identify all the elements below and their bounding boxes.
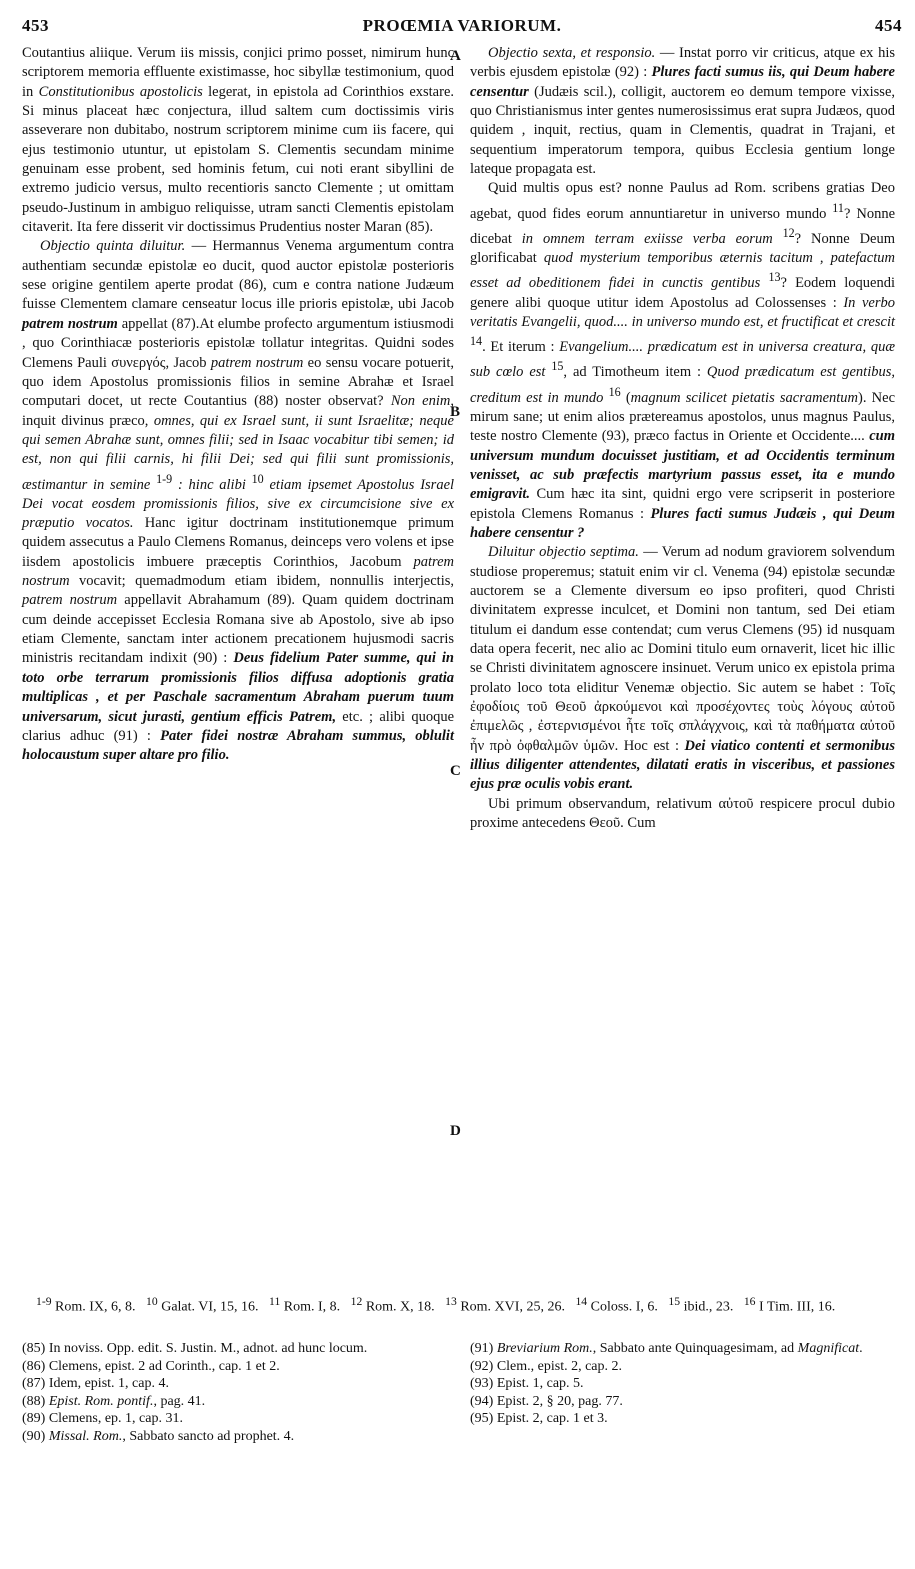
paragraph: Coutantius aliique. Verum iis missis, conjici primo posset, nimirum hunc scriptorem memoria effluente existimasse, hoc sibyllæ testimonium, quod in Constitutionibus apostolicis legerat, in epistola ad Corinthios exstare. Si minus placeat hæc conjectura, illud saltem cum doctissimis viris asseverare non dubitabo, nostrum scriptorem minime cum iis facere, qui ejus testimonio utuntur, ut epistolam S. Clementis secundam minime genuinam esse probent, sed hominis fetum, cui noti erant sibyllini de extremo judicio versus, multo recentioris sancto Clemente ; ut omittam pseudo-Justinum in ambiguo reliquisse, utram sancti Clementis epistolam citaverit. Ita fere disserit vir doctissimus Prudentius noster Maran (85). <box>22 45 455 236</box>
scripture-notes <box>22 1292 902 1317</box>
section-marker-b: B <box>450 404 461 420</box>
footnote: (91) Breviarium Rom., Sabbato ante Quinquagesimam, ad Magnificat. <box>470 1341 863 1356</box>
paragraph: Objectio quinta diluitur. — Hermannus Venema argumentum contra authentiam secundæ epistolæ eo ducit, quod auctor epistolæ posterioris sese origine gentilem aperte prodat (86), cum e contra natione Judæum fuisse Clementem clamare censeatur locus ille prioris epistolæ, ubi Jacob patrem nostrum appellat (87).At elumbe profecto argumentum istiusmodi , quo Corinthiacæ posterioris epistolæ tollatur integritas. Quidni sodes Clemens Pauli συνεργός, Jacob patrem nostrum eo sensu vocare potuerit, quo idem Apostolus promissionis filios in semine Abrahæ et Israel computari docet, ut recte Coutantius (88) noster observat? Non enim, inquit divinus præco, omnes, qui ex Israel sunt, ii sunt Israelitæ; neque qui semen Abrahæ sunt, omnes filii; sed in Isaac vocabitur tibi semen; id est, non qui filii carnis, hi filii Dei; sed qui filii sunt promissionis, æstimantur in semine $^{1-9}$ : hinc alibi $^{10}$ etiam ipsemet Apostolus Israel Dei vocat eosdem promissionis filios, sive ex circumcisione sive ex præputio vocatos. Hanc igitur doctrinam institutionemque primum quidem assecutus a Paulo Clemens Romanus, deinceps vero volens et ipse iisdem apostolicis imbuere præceptis Corinthios, Jacobum patrem nostrum vocavit; quemadmodum etiam ibidem, nonnullis interjectis, patrem nostrum appellavit Abrahamum (89). Quam quidem doctrinam cum deinde accepisset Ecclesia Romana sive ab Apostolo, sive ab ipso etiam Clemente, sanctam inter actionem precationem hujusmodi sacris ministris recitandam indixit (90) : Deus fidelium Pater summe, qui in toto orbe terrarum promissionis filios diffusa adoptionis gratia multiplicas , et per Paschale sacramentum Abraham puerum tuum universarum, sicut jurasti, gentium efficis Patrem, etc. ; alibi quoque clarius adhuc (91) : Pater fidei nostræ Abraham summus, oblulit holocaustum super altare pro filio. <box>22 238 455 764</box>
footnote: (92) Clem., epist. 2, cap. 2. <box>470 1358 623 1374</box>
footnotes-right <box>470 1340 900 1428</box>
footnote: (86) Clemens, epist. 2 ad Corinth., cap. 1 et 2. <box>22 1358 280 1374</box>
running-title: PROŒMIA VARIORUM. <box>362 16 562 35</box>
scripture-notes-text: $^{1-9}$ Rom. IX, 6, 8. $^{10}$ Galat. VI, 15, 16. $^{11}$ Rom. I, 8. $^{12}$ Rom. X, 18. $^{13}$ Rom. XVI, 25, 26. $^{14}$ Coloss. I, 6. $^{15}$ ibid., 23. $^{16}$ I Tim. III, 16. <box>36 1295 836 1315</box>
footnote: (93) Epist. 1, cap. 5. <box>470 1376 584 1391</box>
paragraph: Quid multis opus est? nonne Paulus ad Rom. scribens gratias Deo agebat, quod fides eorum annuntiaretur in universo mundo $^{11}$? Nonne dicebat in omnem terram exiisse verba eorum $^{12}$? Nonne Deum glorificabat quod mysterium temporibus æternis tacitum , patefactum esset ad obeditionem fidei in cunctis gentibus $^{13}$? Eodem loquendi genere alibi quoque utitur idem Apostolus ad Colossenses : In verbo veritatis Evangelii, quod.... in universo mundo est, et fructificat et crescit $^{14}$. Et iterum : Evangelium.... prædicatum est in universa creatura, quæ sub cœlo est $^{15}$, ad Timotheum item : Quod prædicatum est gentibus, creditum est in mundo $^{16}$ (magnum scilicet pietatis sacramentum). Nec mirum sane; ut enim alios prætereamus apostolos, unus magnus Paulus, teste nostro Clemente (93), præco factus in Oriente et Occidente.... cum universum mundum docuisset justitiam, et ad Occidentis terminum venisset, ac sub præfectis martyrium passus esset, ita e mundo emigravit. Cum hæc ita sint, quidni ergo vere scripserit in posteriore epistola Clemens Romanus : Plures facti sumus Judæis , qui Deum habere censentur ? <box>470 180 896 541</box>
footnote: (90) Missal. Rom., Sabbato sancto ad prophet. 4. <box>22 1428 295 1444</box>
paragraph: Objectio sexta, et responsio. — Instat porro vir criticus, atque ex his verbis ejusdem epistolæ (92) : Plures facti sumus iis, qui Deum habere censentur (Judæis scil.), colligit, auctorem eo demum tempore vixisse, quo Christianismus inter gentes numerosissimus erat supra Judæos, quod quidem , inquit, rectius, quam in Clementis, quadrat in Trajani, et sequentium imperatorum tempora, quibus Ecclesia gentium longe lateque propagata est. <box>470 45 895 178</box>
section-marker-c: C <box>450 763 461 779</box>
footnote: (88) Epist. Rom. pontif., pag. 41. <box>22 1393 206 1409</box>
section-marker-d: D <box>450 1123 461 1139</box>
page-number-right: 454 <box>875 16 902 35</box>
running-header <box>22 16 902 40</box>
footnote: (89) Clemens, ep. 1, cap. 31. <box>22 1411 183 1426</box>
section-marker-a: A <box>450 48 461 64</box>
footnote: (87) Idem, epist. 1, cap. 4. <box>22 1376 169 1391</box>
paragraph: Diluitur objectio septima. — Verum ad nodum graviorem solvendum studiose properemus; statuit enim vir cl. Venema (94) epistolæ secundæ auctorem se a Clemente diversum eo ipso profiteri, quod Christi divinitatem expresse inculcet, et Domini non tantum, sed Dei etiam titulum ei dandum esse contendat; cum verus Clemens (95) id nusquam data opera fecerit, nec alio ac Domini titulo eum ornaverit, licet hic illic se Christi divinitatem agnoscere insinuet. Verum unico ex epistola prima prolato loco tota eliditur Venemæ objectio. Sic autem se habet : Τοῖς ἐφοδίοις τοῦ Θεοῦ ἀρκούμενοι καὶ προσέχοντες τοὺς λόγους αὐτοῦ ἐπιμελῶς , ἐστερνισμένοι ἦτε τοῖς σπλάγχνοις, καὶ τὰ παθήματα αὐτοῦ ἦν πρὸ ὀφθαλμῶν ὑμῶν. Hoc est : Dei viatico contenti et sermonibus illius diligenter attendentes, dilatati eratis in visceribus, et passiones ejus præ oculis vobis erant. <box>470 544 895 793</box>
footnote: (85) In noviss. Opp. edit. S. Justin. M., adnot. ad hunc locum. <box>22 1341 368 1356</box>
footnote: (95) Epist. 2, cap. 1 et 3. <box>470 1411 608 1426</box>
left-column <box>22 44 454 766</box>
right-column <box>470 44 895 833</box>
footnotes-left <box>22 1340 452 1445</box>
footnote: (94) Epist. 2, § 20, pag. 77. <box>470 1393 623 1409</box>
page-number-left: 453 <box>22 16 49 35</box>
paragraph: Ubi primum observandum, relativum αὐτοῦ respicere procul dubio proxime antecedens Θεοῦ. Cum <box>470 795 895 832</box>
